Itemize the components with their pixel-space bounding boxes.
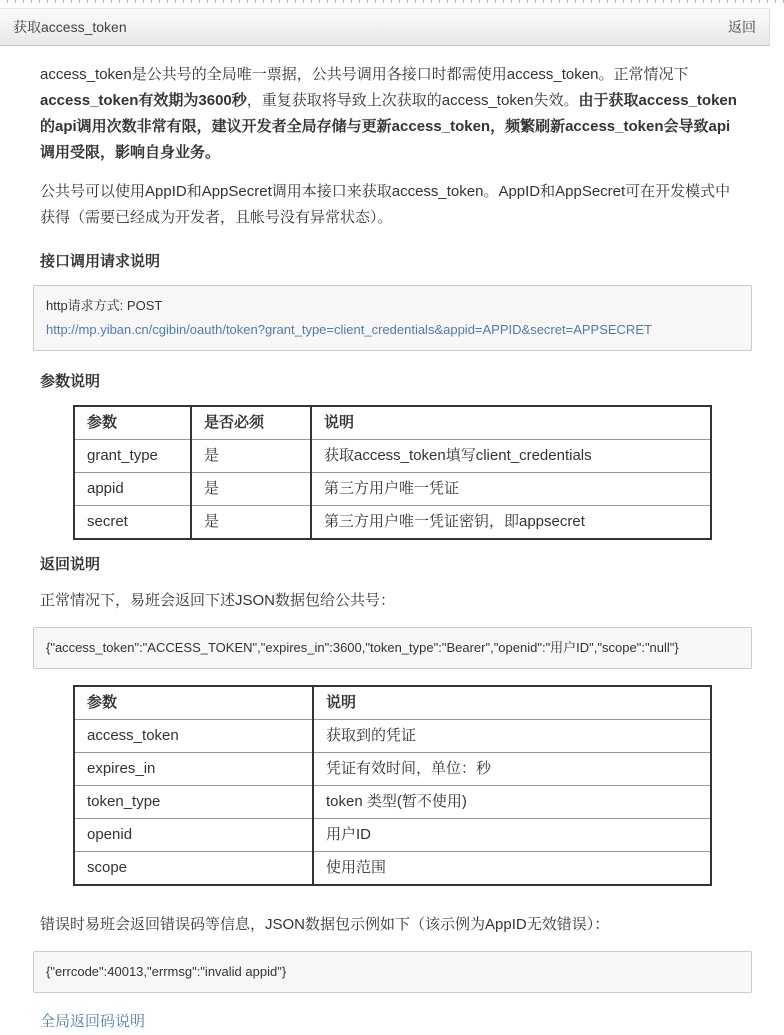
- table-cell: 使用范围: [313, 852, 711, 886]
- request-section-heading: 接口调用请求说明: [40, 253, 161, 270]
- intro-text-bold-1: access_token有效期为3600秒: [40, 92, 247, 109]
- table-header-cell: 是否必须: [191, 406, 311, 440]
- table-row: [74, 819, 711, 852]
- top-ruler-ticks: [0, 0, 784, 3]
- error-json-code-block: {"errcode":40013,"errmsg":"invalid appid"}: [33, 951, 752, 993]
- table-cell: 获取到的凭证: [313, 720, 711, 753]
- table-cell: 第三方用户唯一凭证密钥，即appsecret: [311, 506, 711, 540]
- table-cell: 获取access_token填写client_credentials: [311, 440, 711, 473]
- table-cell: expires_in: [74, 753, 313, 786]
- table-row: [74, 852, 711, 886]
- return-intro-paragraph: 正常情况下，易班会返回下述JSON数据包给公共号：: [40, 592, 396, 609]
- document-body: [0, 46, 770, 1035]
- request-url-line: [46, 318, 739, 342]
- table-row: [74, 753, 711, 786]
- table-cell: 是: [191, 440, 311, 473]
- global-return-code-link[interactable]: 全局返回码说明: [40, 1013, 146, 1030]
- intro-text-normal-2: ，重复获取将导致上次获取的access_token失效。: [246, 92, 579, 109]
- table-cell: scope: [74, 852, 313, 886]
- error-intro-paragraph: 错误时易班会返回错误码等信息，JSON数据包示例如下（该示例为AppID无效错误）：: [40, 916, 610, 933]
- table-row: [74, 786, 711, 819]
- global-return-code-row: [40, 1009, 745, 1035]
- return-table: [73, 685, 712, 886]
- back-button[interactable]: 返回: [728, 19, 756, 35]
- table-cell: 凭证有效时间，单位：秒: [313, 753, 711, 786]
- table-row: [74, 506, 711, 540]
- appid-paragraph: 公共号可以使用AppID和AppSecret调用本接口来获取access_token。AppID和AppSecret可在开发模式中获得（需要已经成为开发者，且帐号没有异常状态）。: [40, 183, 731, 226]
- table-cell: 是: [191, 506, 311, 540]
- table-cell: grant_type: [74, 440, 191, 473]
- table-cell: token_type: [74, 786, 313, 819]
- table-header-cell: 说明: [311, 406, 711, 440]
- table-cell: 是: [191, 473, 311, 506]
- table-cell: token 类型(暂不使用): [313, 786, 711, 819]
- page-header: [0, 8, 770, 46]
- return-json-code-block: {"access_token":"ACCESS_TOKEN","expires_in":3600,"token_type":"Bearer","openid":"用户ID","scope":"null"}: [33, 627, 752, 669]
- table-header-cell: 参数: [74, 686, 313, 720]
- table-row: [74, 473, 711, 506]
- params-table: [73, 405, 712, 540]
- page-title: 获取access_token: [13, 19, 127, 35]
- intro-paragraph: [40, 62, 745, 166]
- table-cell: 用户ID: [313, 819, 711, 852]
- table-cell: secret: [74, 506, 191, 540]
- table-header-row: [74, 686, 711, 720]
- table-header-row: [74, 406, 711, 440]
- table-header-cell: 说明: [313, 686, 711, 720]
- table-cell: openid: [74, 819, 313, 852]
- http-method-line: http请求方式: POST: [46, 298, 163, 313]
- params-section-heading: 参数说明: [40, 373, 101, 390]
- table-cell: access_token: [74, 720, 313, 753]
- request-code-block: [33, 285, 752, 351]
- return-section-heading: 返回说明: [40, 556, 101, 573]
- intro-text-normal-1: access_token是公共号的全局唯一票据，公共号调用各接口时都需使用access_token。正常情况下: [40, 66, 689, 83]
- table-header-cell: 参数: [74, 406, 191, 440]
- request-url-link[interactable]: http://mp.yiban.cn/cgibin/oauth/token?grant_type=client_credentials&appid=APPID&secret=APPSECRET: [46, 322, 652, 337]
- table-row: [74, 440, 711, 473]
- intro-text-bold-2: 由于获取access_token的api调用次数非常有限，建议开发者全局存储与更新access_token，频繁刷新access_token会导致api调用受限，影响自身业务。: [40, 92, 737, 161]
- table-row: [74, 720, 711, 753]
- table-cell: 第三方用户唯一凭证: [311, 473, 711, 506]
- table-cell: appid: [74, 473, 191, 506]
